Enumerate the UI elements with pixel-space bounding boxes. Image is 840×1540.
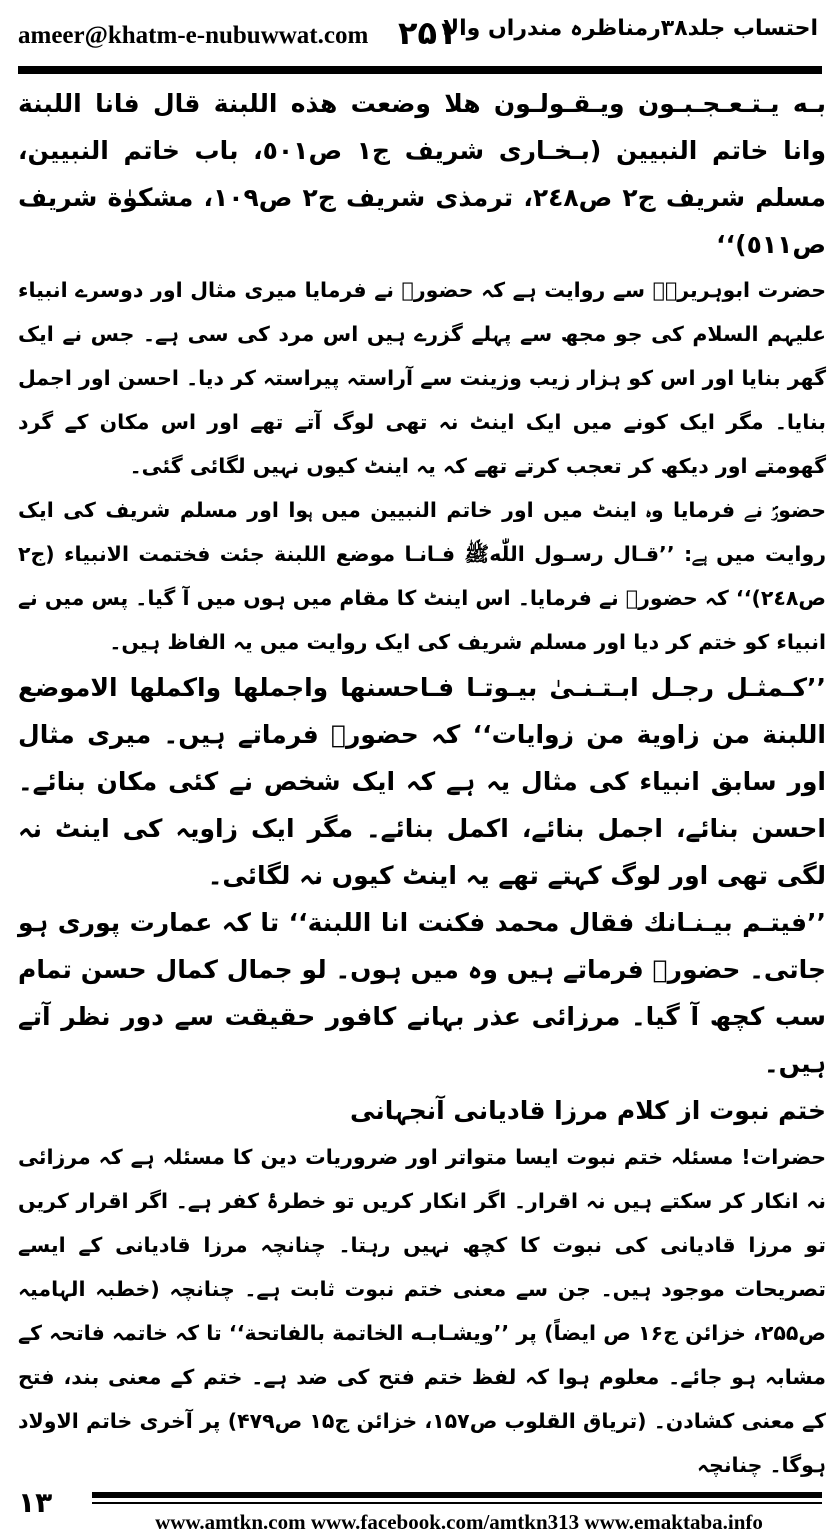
page-body [18, 80, 826, 1487]
footer-links: www.amtkn.com www.facebook.com/amtkn313 www.emaktaba.info [155, 1510, 763, 1534]
paragraph-hadith-text: بـه يـتـعـجـبـون ويـقـولـون هلا وضعت هذه اللبنة قال فانا اللبنة وانا خاتم النبيين (بـخـارى شريف ج١ ص٥٠١، باب خاتم النبيين، مسلم شريف ج٢ ص٢٤٨، ترمذى شريف ج٢ ص١٠٩، مشكوٰة شريف ص٥١١)‘‘ [18, 89, 827, 259]
page-header [0, 0, 840, 75]
header-rule [18, 66, 822, 74]
page-footer [0, 1484, 840, 1540]
paragraph-muslim-narration: حضورؐ نے فرمایا وہ اینٹ میں اور خاتم النبیین میں ہوا اور مسلم شریف کی ایک روایت میں ہے: ’’قـال رسـول اللّٰهﷺ فـانـا موضع اللبنة جئت فختمت الانبياء (ج٢ ص٢٤٨)‘‘ کہ حضورؐ نے فرمایا۔ اس اینٹ کا مقام میں ہوں میں آ گیا۔ پس میں نے انبیاء کو ختم کر دیا اور مسلم شریف کی ایک روایت میں یہ الفاظ ہیں۔ [18, 498, 826, 654]
footer-page-number: ۱۳ [18, 1486, 53, 1519]
header-email: ameer@khatm-e-nubuwwat.com [18, 22, 369, 49]
paragraph-kamathal-rajul: ’’كـمثـل رجـل ابـتـنـىٰ بيـوتـا فـاحسنها واجملها واكملها الاموضع اللبنة من زاوية من زوايات‘‘ کہ حضورؐ فرماتے ہیں۔ میری مثال اور سابق انبیاء کی مثال یہ ہے کہ ایک شخص نے کئی مکان بنائے۔ احسن بنائے، اجمل بنائے، اکمل بنائے۔ مگر ایک زاویہ کی اینٹ نہ لگی تھی اور لوگ کہتے تھے یہ اینٹ کیوں نہ لگائی۔ [18, 673, 826, 890]
footer-rule-thin [92, 1502, 822, 1504]
header-book-title: احتساب جلد۳۸رمناظرہ مندراں والا [442, 16, 818, 41]
header-page-number: ۲۵۱ [398, 14, 457, 52]
section-heading: ختم نبوت از کلام مرزا قادیانی آنجہانی [350, 1096, 826, 1125]
paragraph-hadith-translation: حضرت ابوہریرہؓ سے روایت ہے کہ حضورؐ نے فرمایا میری مثال اور دوسرے انبیاء علیہم السلام کی جو مجھ سے پہلے گزرے ہیں اس مرد کی سی ہے۔ جس نے ایک گھر بنایا اور اس کو ہزار زیب وزینت سے آراستہ پیراستہ کر دیا۔ احسن اور اجمل بنایا۔ مگر ایک کونے میں ایک اینٹ نہ تھی لوگ آتے تھے اور اس مکان کے گرد گھومتے اور دیکھ کر تعجب کرتے تھے کہ یہ اینٹ کیوں نہیں لگائی گئی۔ [18, 278, 826, 478]
paragraph-fakuntu-labina: ’’فيتـم بيـنـانك فقال محمد فكنت انا اللبنة‘‘ تا کہ عمارت پوری ہو جاتی۔ حضورؐ فرماتے ہیں وہ میں ہوں۔ لو جمال کمال حسن تمام سب کچھ آ گیا۔ مرزائی عذر بہانے کافور حقیقت سے دور نظر آتے ہیں۔ [18, 908, 826, 1078]
footer-rule-thick [92, 1492, 822, 1498]
section-paragraph: حضرات! مسئلہ ختم نبوت ایسا متواتر اور ضروریات دین کا مسئلہ ہے کہ مرزائی نہ انکار کر سکتے ہیں نہ اقرار۔ اگر انکار کریں تو خطرۂ کفر ہے۔ اگر اقرار کریں تو مرزا قادیانی کی نبوت کا کچھ نہیں رہتا۔ چنانچہ مرزا قادیانی کے ایسے تصریحات موجود ہیں۔ جن سے معنی ختم نبوت ثابت ہے۔ چنانچہ (خطبہ الہامیہ ص۲۵۵، خزائن ج۱۶ ص ایضاً) پر ’’ويشـابـه الخاتمة بالفاتحة‘‘ تا کہ خاتمہ فاتحہ کے مشابہ ہو جائے۔ معلوم ہوا کہ لفظ ختم فتح کی ضد ہے۔ ختم کے معنی بند، فتح کے معنی کشادن۔ (تریاق القلوب ص۱۵۷، خزائن ج۱۵ ص۴۷۹) پر آخری خاتم الاولاد ہوگا۔ چنانچہ [18, 1145, 826, 1477]
